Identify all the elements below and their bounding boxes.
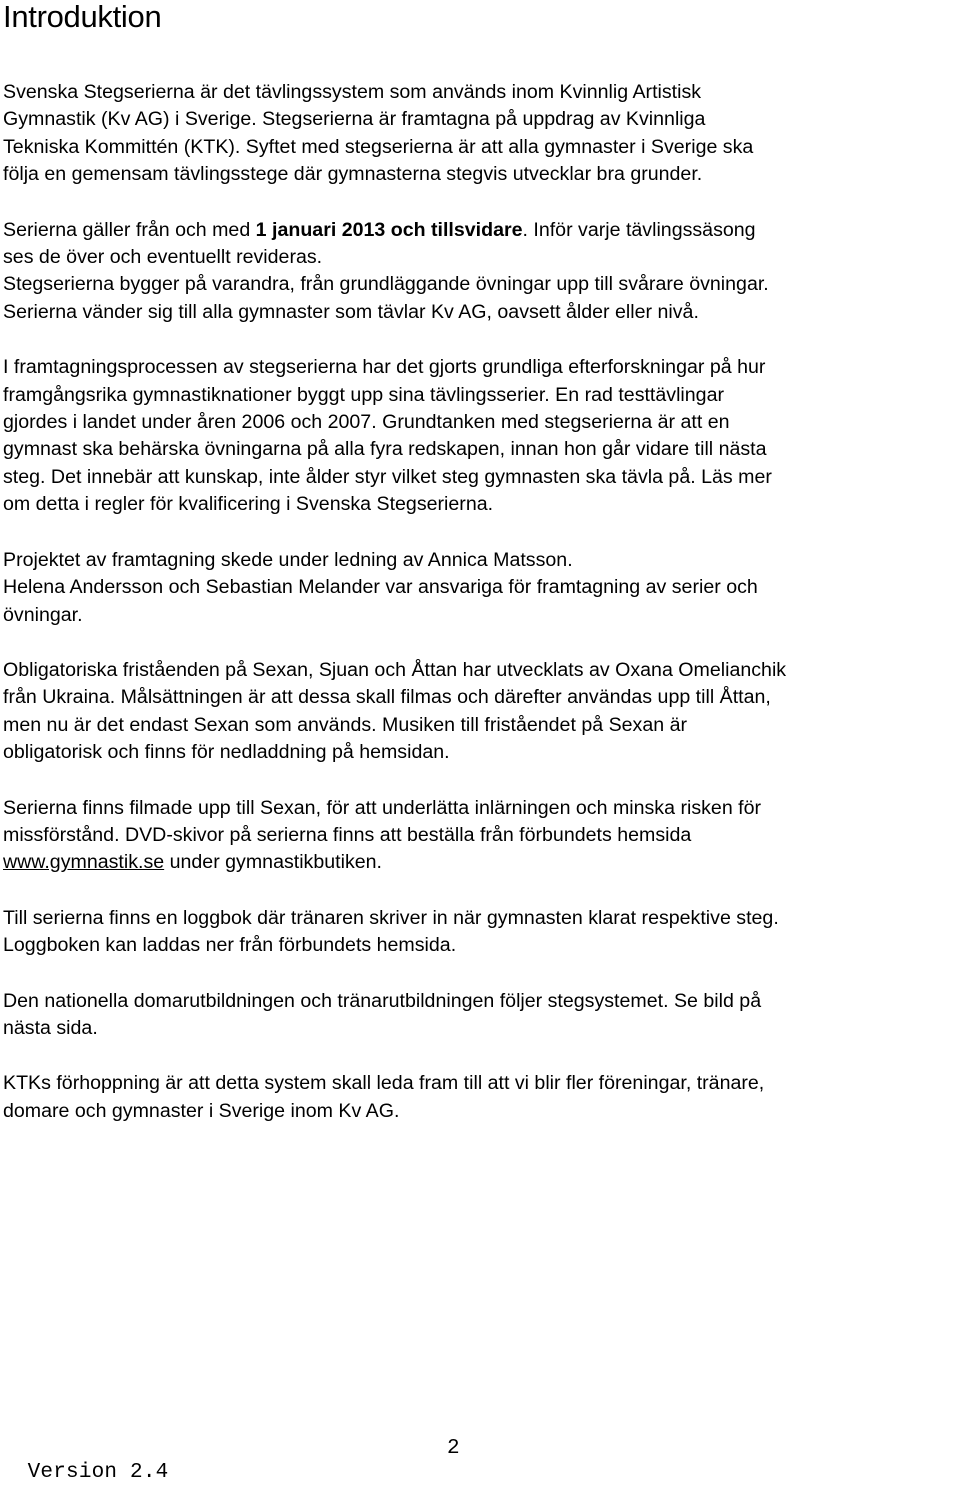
text-fragment: . Inför varje tävlingssäsong: [522, 218, 756, 241]
text-line: övningar.: [3, 603, 83, 626]
document-page: [3, 0, 953, 1125]
text-line: missförstånd. DVD-skivor på serierna finns att beställa från förbundets hemsida: [3, 823, 692, 846]
paragraph-floor: [3, 657, 953, 767]
text-line: steg. Det innebär att kunskap, inte ålder styr vilket steg gymnasten ska tävla på. Läs mer: [3, 465, 772, 488]
page-footer: [2, 1437, 460, 1509]
text-line: Svenska Stegserierna är det tävlingssystem som används inom Kvinnlig Artistisk: [3, 81, 702, 103]
paragraph-dvd: [3, 795, 953, 877]
page-title: Introduktion: [3, 0, 162, 34]
text-line: [3, 217, 953, 244]
text-line: Helena Andersson och Sebastian Melander var ansvariga för framtagning av serier och: [3, 576, 758, 599]
validity-date: 1 januari 2013 och tillsvidare: [255, 218, 523, 241]
text-line: följa en gemensam tävlingsstege där gymnasterna stegvis utvecklar bra grunder.: [3, 163, 703, 186]
text-line: från Ukraina. Målsättningen är att dessa skall filmas och därefter användas upp till Åttan,: [3, 686, 771, 709]
text-fragment: Serierna gäller från och med: [3, 218, 256, 241]
text-line: Tekniska Kommittén (KTK). Syftet med stegserierna är att alla gymnaster i Sverige ska: [3, 135, 754, 158]
text-line: Den nationella domarutbildningen och tränarutbildningen följer stegsystemet. Se bild på: [3, 989, 762, 1012]
paragraph-education: [3, 988, 953, 1043]
text-line: KTKs förhoppning är att detta system skall leda fram till att vi blir fler föreningar, tränare,: [3, 1072, 765, 1095]
text-line: Obligatoriska friståenden på Sexan, Sjuan och Åttan har utvecklats av Oxana Omelianchik: [3, 658, 787, 681]
text-line: ses de över och eventuellt revideras.: [3, 246, 323, 269]
text-line: I framtagningsprocessen av stegserierna har det gjorts grundliga efterforskningar på hur: [3, 356, 766, 379]
paragraph-intro: [3, 79, 953, 189]
text-line: Till serierna finns en loggbok där tränaren skriver in när gymnasten klarat respektive steg.: [3, 906, 779, 929]
paragraph-validity: [3, 217, 953, 327]
paragraph-process: [3, 354, 953, 518]
text-line: framgångsrika gymnastiknationer byggt upp sina tävlingsserier. En rad testtävlingar: [3, 383, 724, 406]
page-number: 2: [447, 1437, 460, 1460]
text-line: [3, 849, 953, 876]
text-line: obligatorisk och finns för nedladdning på hemsidan.: [3, 741, 450, 764]
text-line: Projektet av framtagning skede under ledning av Annica Matsson.: [3, 548, 573, 571]
paragraph-logbook: [3, 905, 953, 960]
text-line: gjordes i landet under åren 2006 och 2007. Grundtanken med stegserierna är att en: [3, 411, 730, 434]
gymnastik-website-link[interactable]: www.gymnastik.se: [3, 851, 165, 874]
text-fragment: under gymnastikbutiken.: [164, 851, 382, 874]
text-line: Stegserierna bygger på varandra, från grundläggande övningar upp till svårare övningar.: [3, 273, 769, 296]
text-line: men nu är det endast Sexan som används. Musiken till friståendet på Sexan är: [3, 713, 687, 736]
text-line: Serierna vänder sig till alla gymnaster som tävlar Kv AG, oavsett ålder eller nivå.: [3, 300, 699, 323]
text-line: om detta i regler för kvalificering i Svenska Stegserierna.: [3, 493, 494, 516]
text-line: nästa sida.: [3, 1016, 98, 1039]
text-line: Gymnastik (Kv AG) i Sverige. Stegserierna är framtagna på uppdrag av Kvinnliga: [3, 108, 706, 131]
text-line: Loggboken kan laddas ner från förbundets hemsida.: [3, 934, 457, 957]
paragraph-hope: [3, 1070, 953, 1125]
text-line: domare och gymnaster i Sverige inom Kv AG.: [3, 1099, 400, 1122]
paragraph-project: [3, 547, 953, 629]
text-line: gymnast ska behärska övningarna på alla fyra redskapen, innan hon går vidare till nästa: [3, 438, 767, 461]
version-label: Version 2.4: [27, 1461, 169, 1484]
text-line: Serierna finns filmade upp till Sexan, för att underlätta inlärningen och minska risken för: [3, 796, 762, 819]
